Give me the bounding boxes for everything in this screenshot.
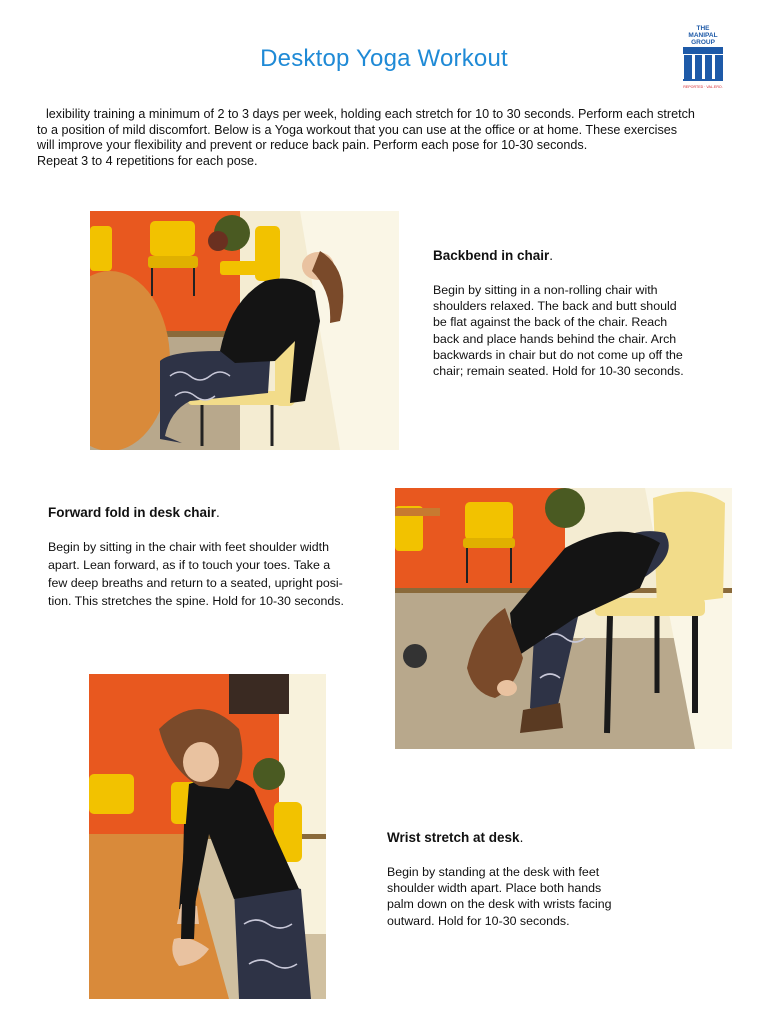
pose-wrist-stretch-description — [387, 864, 612, 929]
description-line: back and place hands behind the chair. Arch — [433, 331, 677, 346]
wrist-stretch-photo — [89, 674, 326, 999]
description-line: Begin by sitting in the chair with feet shoulder width — [48, 540, 330, 554]
description-line: outward. Hold for 10-30 seconds. — [387, 913, 570, 928]
page-title: Desktop Yoga Workout — [260, 45, 508, 72]
logo-line1: THE — [696, 25, 710, 32]
intro-line: Repeat 3 to 4 repetitions for each pose. — [37, 153, 258, 168]
intro-line: lexibility training a minimum of 2 to 3 days per week, holding each stretch for 10 to 30 seconds. Perform each stretch — [46, 107, 695, 121]
pose-backbend-title-text: Backbend in chair — [433, 248, 550, 263]
pose-wrist-stretch-title-suffix: . — [519, 830, 524, 845]
description-line: be flat against the back of the chair. Reach — [433, 315, 668, 330]
forward-fold-photo — [395, 488, 732, 749]
description-line: tion. This stretches the spine. Hold for 10-30 seconds. — [48, 594, 344, 608]
description-line: Begin by sitting in a non-rolling chair with — [433, 283, 658, 297]
description-line: shoulders relaxed. The back and butt should — [433, 299, 677, 314]
logo-tagline: REPORTED · VAL.ERO. — [683, 85, 723, 89]
description-line: Begin by standing at the desk with feet — [387, 865, 600, 879]
pose-backbend-title — [433, 248, 553, 263]
pose-forward-fold-title-text: Forward fold in desk chair — [48, 505, 217, 520]
pose-forward-fold-title-suffix: . — [216, 505, 220, 520]
backbend-photo — [90, 211, 399, 450]
description-line: few deep breaths and return to a seated, upright posi- — [48, 576, 343, 590]
logo-line2: MANIPAL — [688, 32, 718, 39]
pose-forward-fold-title — [48, 505, 220, 520]
intro-line: will improve your flexibility and prevent or reduce back pain. Perform each pose for 10-30 seconds. — [37, 138, 588, 152]
logo-line3: GROUP — [691, 39, 715, 46]
intro-line: to a position of mild discomfort. Below is a Yoga workout that you can use at the office or at home. These exercises — [37, 122, 678, 137]
description-line: backwards in chair but do not come up off the — [433, 347, 683, 362]
description-line: palm down on the desk with wrists facing — [387, 897, 612, 912]
manipal-group-logo — [676, 22, 730, 90]
pose-wrist-stretch-title — [387, 830, 523, 845]
description-line: chair; remain seated. Hold for 10-30 seconds. — [433, 364, 684, 379]
pose-backbend-title-suffix: . — [549, 248, 554, 263]
pose-forward-fold-description — [48, 538, 344, 610]
intro-paragraph — [37, 107, 762, 169]
description-line: apart. Lean forward, as if to touch your toes. Take a — [48, 558, 331, 572]
pose-backbend-description — [433, 282, 684, 379]
description-line: shoulder width apart. Place both hands — [387, 881, 602, 896]
pose-wrist-stretch-title-text: Wrist stretch at desk — [387, 830, 520, 845]
